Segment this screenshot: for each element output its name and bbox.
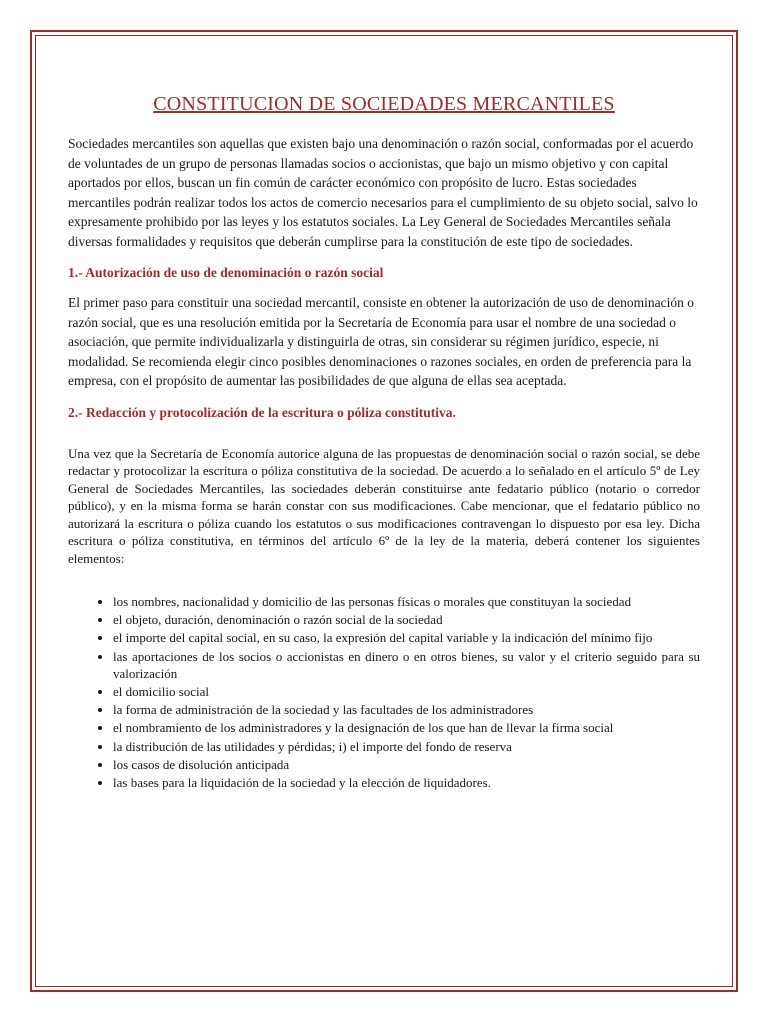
document-body (68, 92, 700, 792)
list-item: • la forma de administración de la sociedad y las facultades de los administradores (113, 701, 700, 718)
section1-heading: 1.- Autorización de uso de denominación o razón social (68, 265, 384, 280)
list-item: • los casos de disolución anticipada (113, 756, 700, 773)
intro-paragraph: Sociedades mercantiles son aquellas que existen bajo una denominación o razón social, conformadas por el acuerdo de voluntades de un grupo de personas llamadas socios o accionistas, que bajo un mismo objetivo y con capital aportados por ellos, buscan un fin común de carácter económico con propósito de lucro. Estas sociedades mercantiles podrán realizar todos los actos de comercio necesarios para el cumplimiento de su objeto social, salvo lo expresamente prohibido por las leyes y los estatutos sociales. La Ley General de Sociedades Mercantiles señala diversas formalidades y requisitos que deberán cumplirse para la constitución de este tipo de sociedades. (68, 136, 698, 249)
document-title: CONSTITUCION DE SOCIEDADES MERCANTILES (153, 93, 615, 115)
elements-list (68, 593, 700, 791)
list-item: • el domicilio social (113, 683, 700, 700)
section2-heading: 2.- Redacción y protocolización de la escritura o póliza constitutiva. (68, 404, 456, 420)
list-item: • el importe del capital social, en su caso, la expresión del capital variable y la indicación del mínimo fijo (113, 629, 700, 646)
list-item: • los nombres, nacionalidad y domicilio de las personas físicas o morales que constituyan la sociedad (113, 593, 700, 610)
list-item: • el objeto, duración, denominación o razón social de la sociedad (113, 611, 700, 628)
section1-paragraph: El primer paso para constituir una sociedad mercantil, consiste en obtener la autorización de uso de denominación o razón social, que es una resolución emitida por la Secretaría de Economía para usar el nombre de una sociedad o asociación, que permite individualizarla y distinguirla de otras, sin considerar su régimen jurídico, especie, ni modalidad. Se recomienda elegir cinco posibles denominaciones o razones sociales, en orden de preferencia para la empresa, con el propósito de aumentar las posibilidades de que alguna de ellas sea aceptada. (68, 295, 695, 388)
section2-paragraph: Una vez que la Secretaría de Economía autorice alguna de las propuestas de denominación social o razón social, se debe redactar y protocolizar la escritura o póliza constitutiva de la sociedad. De acuerdo a lo señalado en el artículo 5º de Ley General de Sociedades Mercantiles, las sociedades deberán constituirse ante fedatario público (notario o corredor público), y en la misma forma se harán constar con sus modificaciones. Cabe mencionar, que el fedatario público no autorizará la escritura o póliza cuando los estatutos o sus modificaciones contravengan lo dispuesto por esa ley. Dicha escritura o póliza constitutiva, en términos del artículo 6º de la ley de la materia, deberá contener los siguientes elementos: (68, 445, 700, 566)
list-item: • el nombramiento de los administradores y la designación de los que han de llevar la firma social (113, 719, 700, 736)
list-item: • las bases para la liquidación de la sociedad y la elección de liquidadores. (113, 774, 700, 791)
list-item: • la distribución de las utilidades y pérdidas; i) el importe del fondo de reserva (113, 738, 700, 755)
list-item: • las aportaciones de los socios o accionistas en dinero o en otros bienes, su valor y el criterio seguido para su valorización (113, 648, 700, 682)
